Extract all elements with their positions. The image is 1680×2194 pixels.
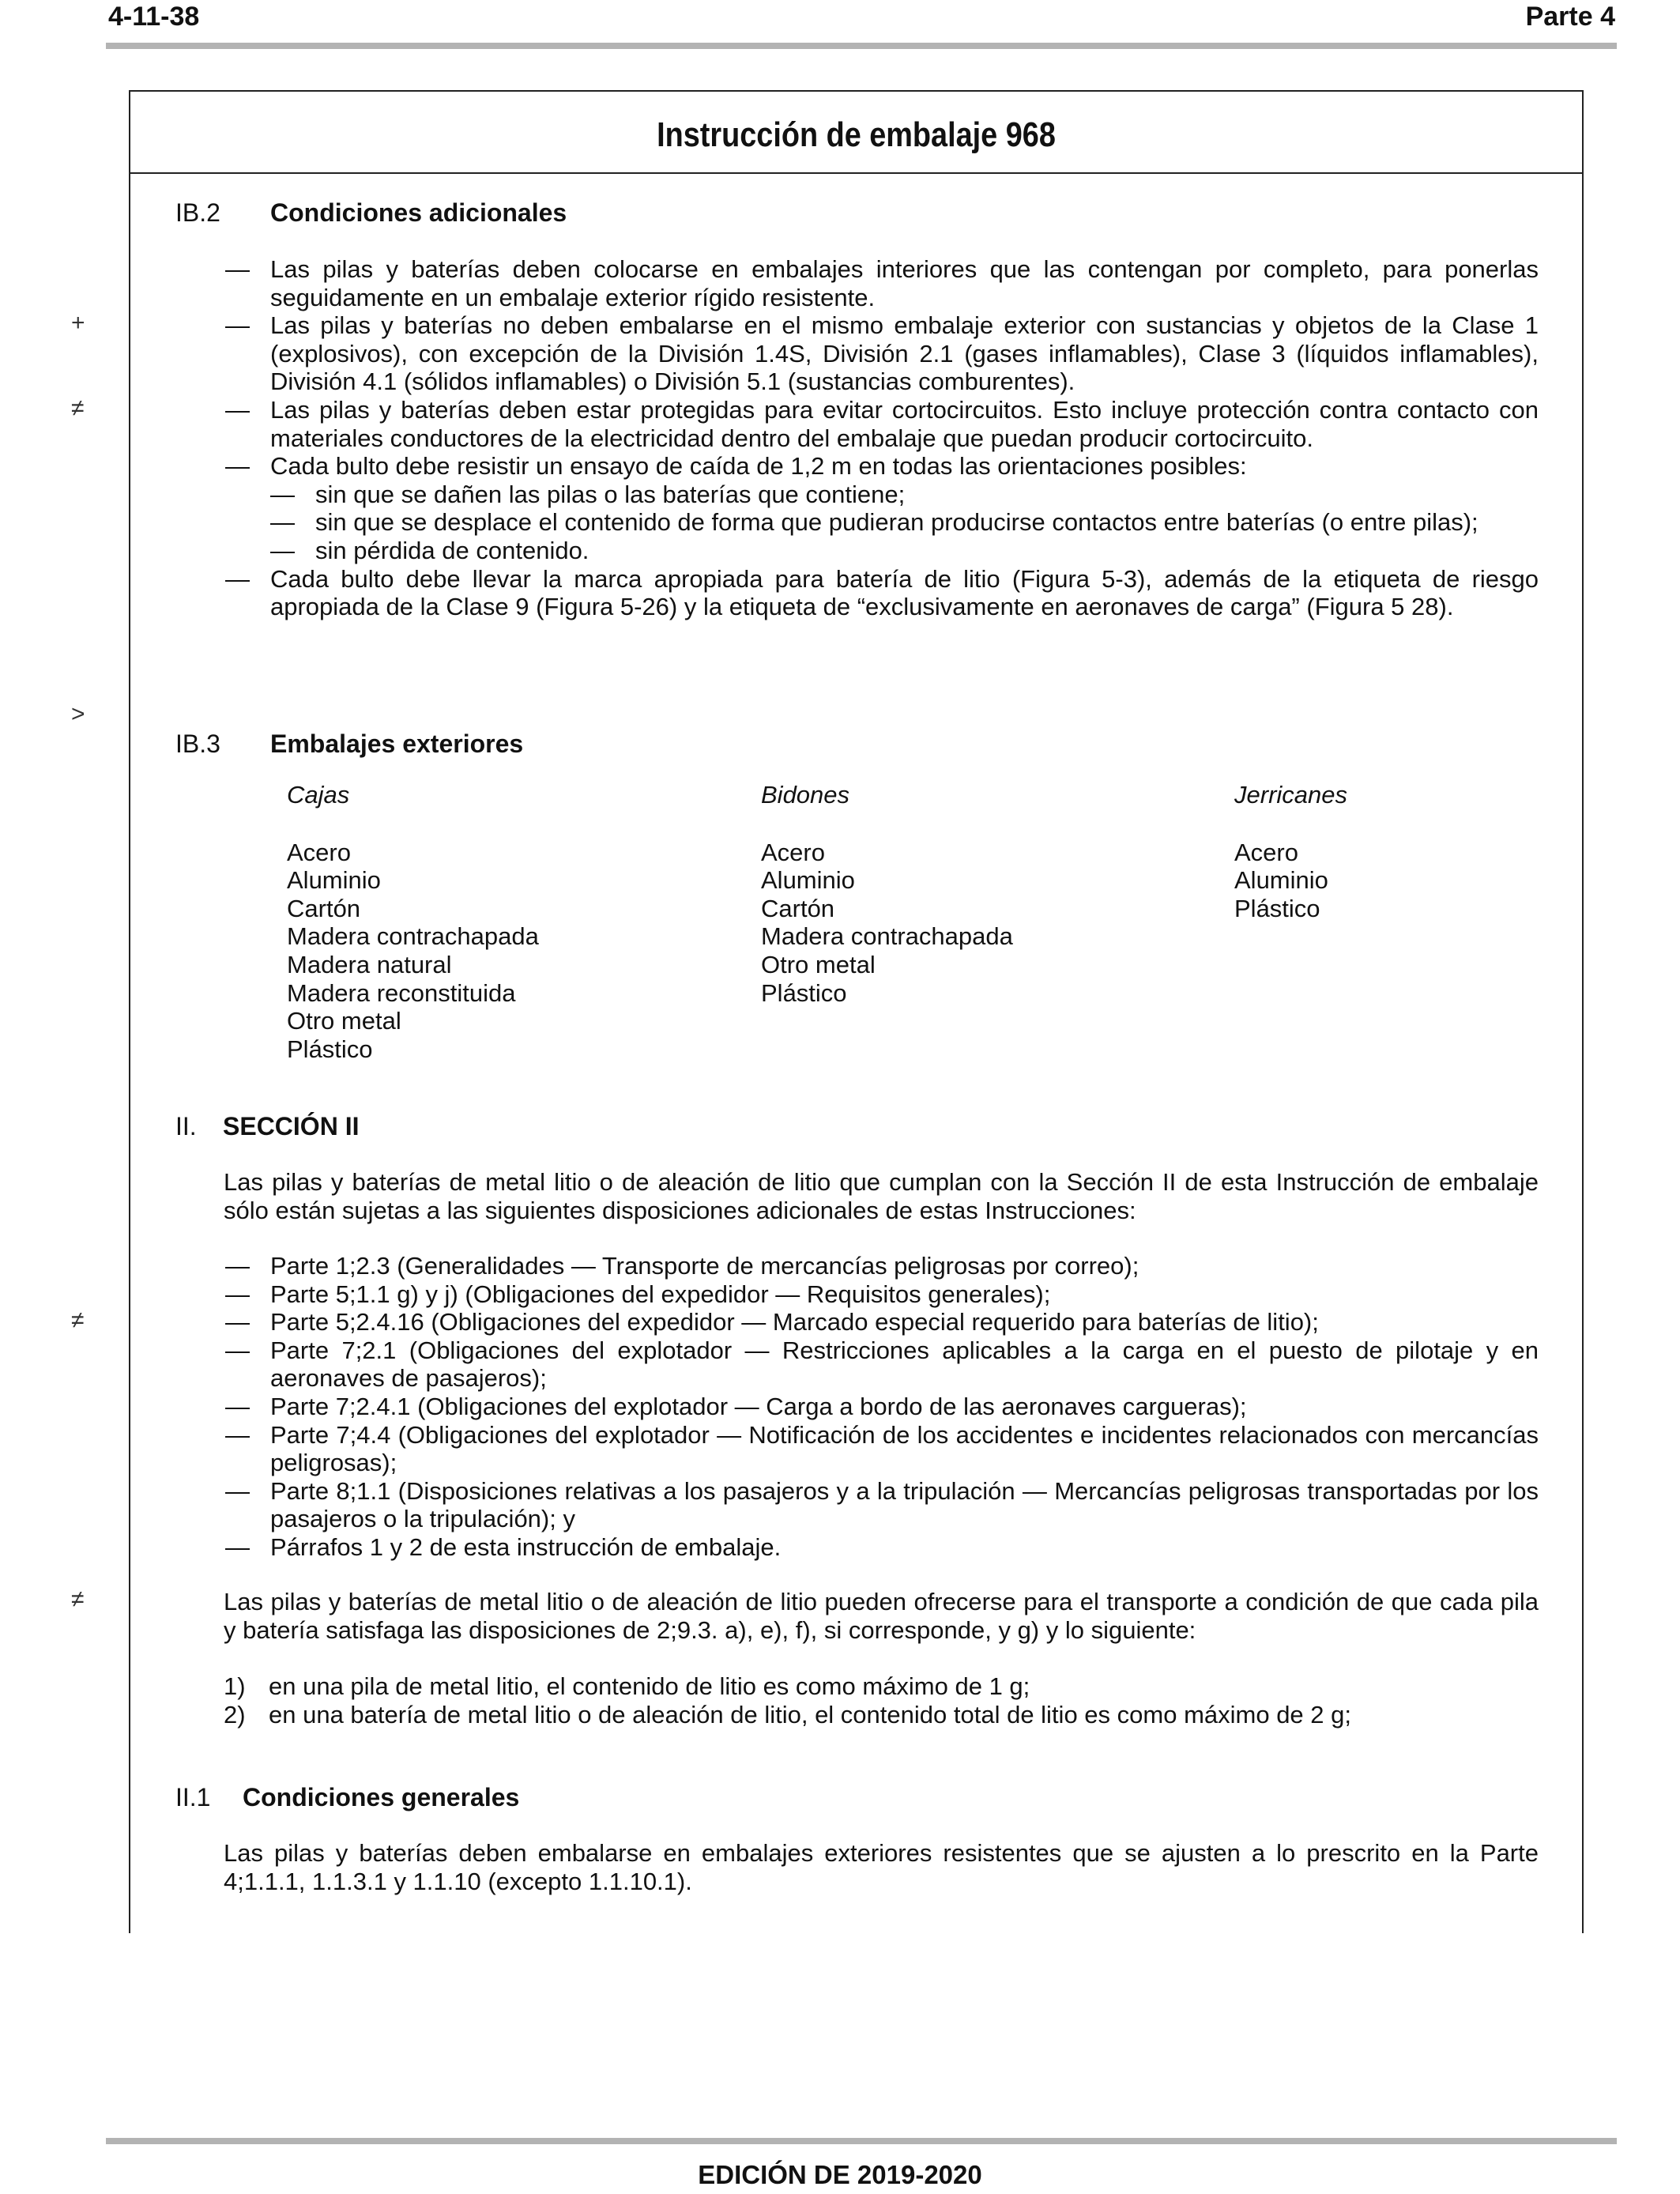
list-item [225, 1252, 1539, 1280]
item-text: sin que se dañen las pilas o las baterías que contiene; [315, 480, 906, 508]
column-bidones [761, 781, 1013, 1007]
part-label: Parte 4 [1525, 2, 1615, 32]
title-box [130, 92, 1582, 174]
dash: — [225, 452, 250, 481]
list-item: Aluminio [287, 866, 381, 895]
sub-list-item [270, 537, 1539, 565]
item-text: Las pilas y baterías deben estar protegidas para evitar cortocircuitos. Esto incluye protección contra contacto con materiales conductores de la electricidad dentro del embalaje que puedan producir cortocircuito. [270, 395, 1539, 452]
item-text: Parte 7;2.4.1 (Obligaciones del explotador — Carga a bordo de las aeronaves cargueras); [270, 1392, 1247, 1420]
section-title: Embalajes exteriores [270, 729, 524, 758]
sub-list-item [270, 508, 1539, 537]
list-item [225, 1308, 1539, 1336]
dash: — [225, 1252, 250, 1280]
section-number: IB.3 [175, 729, 220, 758]
list-item: Madera natural [287, 950, 452, 978]
column-heading: Jerricanes [1234, 781, 1347, 809]
list-item [225, 311, 1539, 396]
list-item [225, 1393, 1539, 1421]
page-title: Instrucción de embalaje 968 [657, 115, 1056, 154]
item-text: Parte 8;1.1 (Disposiciones relativas a los pasajeros y a la tripulación — Mercancías peligrosas transportadas por los pasajeros o la tripulación); y [270, 1476, 1539, 1533]
column-heading: Cajas [287, 781, 350, 809]
item-text: sin que se desplace el contenido de forma que pudieran producirse contactos entre baterías (o entre pilas); [315, 508, 1478, 537]
list-item [225, 1421, 1539, 1477]
dash: — [225, 1308, 250, 1336]
list-item [224, 1672, 1539, 1701]
list-item: Acero [287, 838, 351, 866]
item-number: 2) [224, 1700, 246, 1728]
column-heading: Bidones [761, 781, 850, 809]
list-item: Otro metal [761, 950, 876, 978]
section-title: Condiciones adicionales [270, 198, 567, 227]
section-number: II.1 [175, 1783, 211, 1811]
list-item [225, 1280, 1539, 1309]
section-ii1-paragraph: Las pilas y baterías deben embalarse en embalajes exteriores resistentes que se ajusten a lo prescrito en la Parte 4;1.1.1, 1.1.3.1 y 1.1.10 (excepto 1.1.10.1). [224, 1839, 1539, 1895]
list-item: Cartón [761, 894, 835, 922]
ib2-list [225, 255, 1539, 621]
item-text: Las pilas y baterías no deben embalarse en el mismo embalaje exterior con sustancias y objetos de la Clase 1 (explosivos), con excepción de la División 1.4S, División 2.1 (gases inflamables), Clase 3 (líquidos inflamables), División 4.1 (sólidos inflamables) o División 5.1 (sustancias comburentes). [270, 311, 1539, 396]
list-item: Otro metal [287, 1007, 401, 1035]
list-item [225, 1336, 1539, 1393]
dash: — [270, 480, 295, 508]
edition-footer: EDICIÓN DE 2019-2020 [698, 2160, 982, 2189]
section-ii-list [225, 1252, 1539, 1562]
item-text: en una batería de metal litio o de aleación de litio, el contenido total de litio es como máximo de 2 g; [269, 1700, 1351, 1728]
section-ii-intro: Las pilas y baterías de metal litio o de aleación de litio que cumplan con la Sección II de esta Instrucción de embalaje sólo están sujetas a las siguientes disposiciones adicionales de estas Instrucciones: [224, 1168, 1539, 1224]
section-title: Condiciones generales [243, 1783, 520, 1811]
item-number: 1) [224, 1672, 246, 1700]
list-item: Cartón [287, 894, 361, 922]
dash: — [225, 255, 250, 283]
list-item: Acero [761, 838, 825, 866]
item-text: Parte 7;2.1 (Obligaciones del explotador — Restricciones aplicables a la carga en el puesto de pilotaje y en aeronaves de pasajeros); [270, 1336, 1539, 1393]
sub-list-item [270, 481, 1539, 509]
change-mark-plus: + [71, 310, 85, 336]
section-title: SECCIÓN II [223, 1112, 360, 1140]
change-mark-not-equal: ≠ [71, 395, 85, 421]
page-number: 4-11-38 [108, 2, 200, 32]
dash: — [225, 311, 250, 340]
dash: — [225, 1420, 250, 1449]
dash: — [225, 564, 250, 593]
list-item [225, 1533, 1539, 1562]
list-item [225, 1477, 1539, 1533]
item-text: Parte 5;1.1 g) y j) (Obligaciones del expedidor — Requisitos generales); [270, 1280, 1051, 1308]
dash: — [225, 395, 250, 424]
dash: — [225, 1532, 250, 1561]
item-text: Parte 1;2.3 (Generalidades — Transporte de mercancías peligrosas por correo); [270, 1252, 1139, 1280]
list-item: Acero [1234, 838, 1298, 866]
list-item: Madera contrachapada [761, 922, 1013, 951]
dash: — [270, 536, 295, 564]
section-ii-paragraph: Las pilas y baterías de metal litio o de aleación de litio pueden ofrecerse para el transporte a condición de que cada pila y batería satisfaga las disposiciones de 2;9.3. a), e), f), si corresponde, y g) y lo siguiente: [224, 1588, 1539, 1644]
dash: — [270, 508, 295, 537]
change-mark-greater: > [71, 701, 85, 727]
list-item [225, 452, 1539, 481]
dash: — [225, 1336, 250, 1364]
item-text: Cada bulto debe llevar la marca apropiada para batería de litio (Figura 5-3), además de la etiqueta de riesgo apropiada de la Clase 9 (Figura 5-26) y la etiqueta de “exclusivamente en aeronaves de carga” (Figura 5 28). [270, 564, 1539, 621]
list-item: Plástico [1234, 894, 1320, 922]
list-item: Aluminio [761, 866, 855, 895]
section-number: II. [175, 1112, 197, 1140]
item-text: Parte 7;4.4 (Obligaciones del explotador — Notificación de los accidentes e incidentes relacionados con mercancías peligrosas); [270, 1420, 1539, 1477]
column-cajas [287, 781, 539, 1063]
numbered-list [224, 1672, 1539, 1728]
item-text: Párrafos 1 y 2 de esta instrucción de embalaje. [270, 1532, 782, 1561]
list-item: Plástico [761, 978, 847, 1007]
list-item [225, 255, 1539, 311]
list-item: Madera contrachapada [287, 922, 539, 951]
list-item: Plástico [287, 1035, 373, 1063]
item-text: en una pila de metal litio, el contenido de litio es como máximo de 1 g; [269, 1672, 1030, 1700]
list-item [224, 1701, 1539, 1729]
column-jerricanes [1234, 781, 1347, 922]
change-mark-not-equal: ≠ [71, 1586, 85, 1612]
item-text: sin pérdida de contenido. [315, 536, 590, 564]
section-number: IB.2 [175, 198, 220, 227]
list-item [225, 396, 1539, 452]
change-mark-not-equal: ≠ [71, 1307, 85, 1333]
top-rule [106, 43, 1617, 49]
item-text: Las pilas y baterías deben colocarse en embalajes interiores que las contengan por completo, para ponerlas seguidamente en un embalaje exterior rígido resistente. [270, 255, 1539, 311]
item-text: Cada bulto debe resistir un ensayo de caída de 1,2 m en todas las orientaciones posibles: [270, 452, 1247, 481]
list-item: Aluminio [1234, 866, 1328, 895]
list-item [225, 565, 1539, 621]
dash: — [225, 1476, 250, 1505]
dash: — [225, 1280, 250, 1308]
item-text: Parte 5;2.4.16 (Obligaciones del expedidor — Marcado especial requerido para baterías de litio); [270, 1308, 1319, 1336]
dash: — [225, 1392, 250, 1420]
list-item: Madera reconstituida [287, 978, 516, 1007]
bottom-rule [106, 2138, 1617, 2144]
